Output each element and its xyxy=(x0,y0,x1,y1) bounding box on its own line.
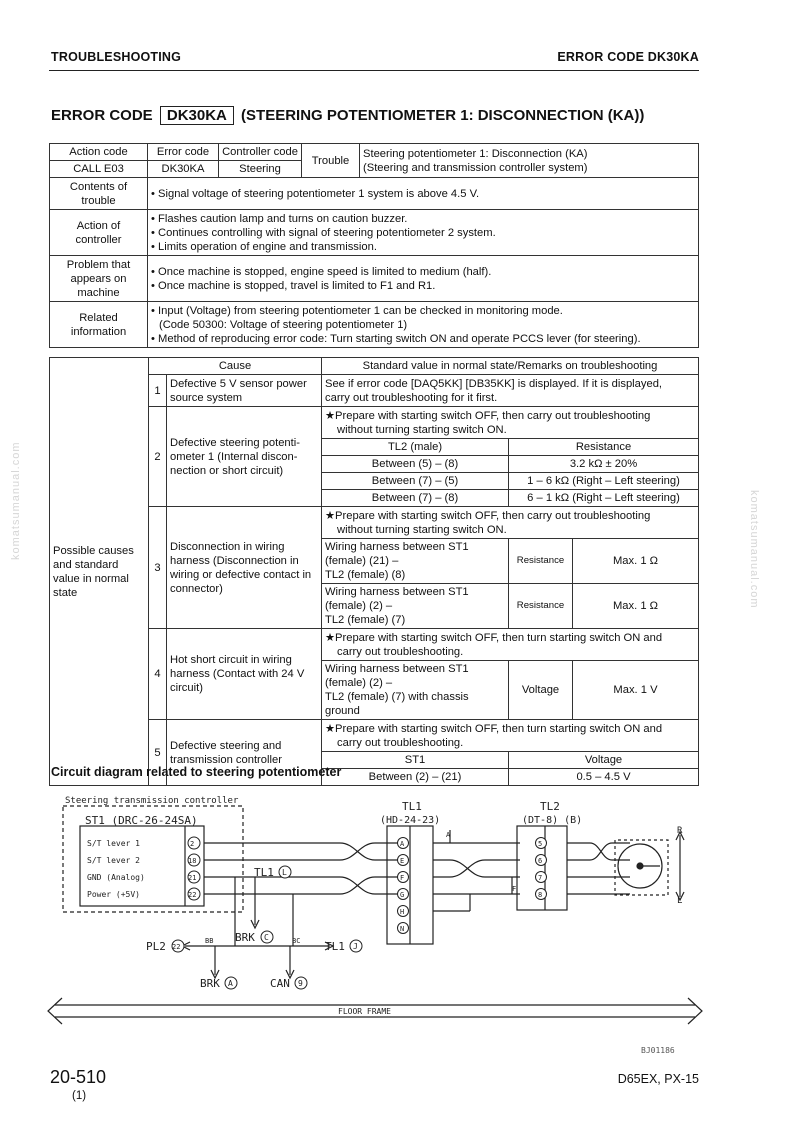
problem-text: • Once machine is stopped, engine speed is limited to medium (half). • Once machine is stopped, travel is limited to F1 and R1. xyxy=(148,256,699,302)
action-label: Action of controller xyxy=(50,210,148,256)
figure-id: BJ01186 xyxy=(641,1046,675,1055)
brk-c-label: BRK xyxy=(235,931,255,944)
a-marker: A xyxy=(446,831,451,839)
cause-2-number: 2 xyxy=(149,407,167,507)
title-code-box: DK30KA xyxy=(160,106,234,125)
tl1-l-label: TL1 xyxy=(254,866,274,879)
cause-2-row-3-pins: Between (7) – (8) xyxy=(322,490,509,507)
watermark-left: komatsumanual.com xyxy=(10,441,22,560)
controller-label: Steering transmission controller xyxy=(65,796,239,806)
tl1-j-label: TL1 xyxy=(325,940,345,953)
tl2-pin-8: 8 xyxy=(538,891,543,899)
st1-pin-21: 21 xyxy=(188,874,197,882)
tl1-part-label: (HD-24-23) xyxy=(380,815,441,826)
tl1-pin-f: F xyxy=(400,874,405,882)
bb-label: BB xyxy=(205,937,214,945)
action-code-value: CALL E03 xyxy=(50,161,148,178)
cause-3-row-1-item: Resistance xyxy=(509,539,573,584)
cause-5-number: 5 xyxy=(149,720,167,786)
cause-5-row-1-pins: Between (2) – (21) xyxy=(322,769,509,786)
tl1-label: TL1 xyxy=(402,800,422,813)
tl1-j-marker: J xyxy=(353,942,358,951)
tl1-pin-g: G xyxy=(400,891,405,899)
cause-2-head-resistance: Resistance xyxy=(509,439,699,456)
tl1-pin-e: E xyxy=(400,857,405,865)
tl2-part-label: (DT-8) (B) xyxy=(522,815,583,826)
related-label: Related information xyxy=(50,302,148,348)
cause-1-remark: See if error code [DAQ5KK] [DB35KK] is displayed. If it is displayed, carry out troubleshooting for it first. xyxy=(322,375,699,407)
trouble-label: Trouble xyxy=(302,144,360,178)
cause-2-row-1-pins: Between (5) – (8) xyxy=(322,456,509,473)
tl2-pin-6: 6 xyxy=(538,857,543,865)
f-marker: F xyxy=(512,885,517,893)
cause-2-row-1-value: 3.2 kΩ ± 20% xyxy=(509,456,699,473)
tl1-pin-h: H xyxy=(400,908,405,916)
model-label: D65EX, PX-15 xyxy=(617,1072,699,1086)
error-code-value: DK30KA xyxy=(148,161,219,178)
cause-5-prep: ★Prepare with starting switch OFF, then turn starting switch ON and carry out troubleshooting. xyxy=(322,720,699,752)
tl1-pin-n: N xyxy=(400,925,405,933)
action-text: • Flashes caution lamp and turns on caution buzzer. • Continues controlling with signal of steering potentiometer 2 system. • Limits operation of engine and transmission. xyxy=(148,210,699,256)
pin-label-3: GND (Analog) xyxy=(87,873,145,882)
cause-4-row-1-harness: Wiring harness between ST1 (female) (2) – TL2 (female) (7) with chassis ground xyxy=(322,661,509,720)
contents-label: Contents of trouble xyxy=(50,178,148,210)
r-marker: R xyxy=(677,826,683,836)
watermark-right: komatsumanual.com xyxy=(748,490,760,609)
cause-3-row-1-harness: Wiring harness between ST1 (female) (21) – TL2 (female) (8) xyxy=(322,539,509,584)
problem-label: Problem that appears on machine xyxy=(50,256,148,302)
section-header: TROUBLESHOOTING xyxy=(51,50,182,64)
st1-pin-22: 22 xyxy=(188,891,197,899)
cause-2-row-2-pins: Between (7) – (5) xyxy=(322,473,509,490)
standard-value-header: Standard value in normal state/Remarks on troubleshooting xyxy=(322,358,699,375)
cause-4-row-1-item: Voltage xyxy=(509,661,573,720)
cause-3-row-2-value: Max. 1 Ω xyxy=(573,584,699,629)
pin-label-4: Power (+5V) xyxy=(87,890,140,899)
page-number: 20-510 xyxy=(50,1067,107,1087)
brk-c-marker: C xyxy=(264,933,269,942)
cause-3-row-1-value: Max. 1 Ω xyxy=(573,539,699,584)
st1-pin-2: 2 xyxy=(190,840,195,848)
error-code-label: Error code xyxy=(148,144,219,161)
cause-5-text: Defective steering and transmission controller xyxy=(167,720,322,786)
tl2-pin-5: 5 xyxy=(538,840,543,848)
cause-1-text: Defective 5 V sensor power source system xyxy=(167,375,322,407)
related-text: • Input (Voltage) from steering potentiometer 1 can be checked in monitoring mode. (Code 50300: Voltage of steering potentiometer 1) • Method of reproducing error code: Turn starting switch ON and operate PCCS lever (for steering). xyxy=(148,302,699,348)
cause-4-number: 4 xyxy=(149,629,167,720)
trouble-description: Steering potentiometer 1: Disconnection (KA) (Steering and transmission controller system) xyxy=(360,144,699,178)
circuit-title: Circuit diagram related to steering potentiometer xyxy=(51,765,342,779)
st1-label: ST1 (DRC-26-24SA) xyxy=(85,814,198,827)
cause-4-row-1-value: Max. 1 V xyxy=(573,661,699,720)
cause-1-number: 1 xyxy=(149,375,167,407)
controller-code-value: Steering xyxy=(219,161,302,178)
tl2-label: TL2 xyxy=(540,800,560,813)
pl2-marker: 22 xyxy=(172,943,181,951)
cause-2-prep: ★Prepare with starting switch OFF, then carry out troubleshooting without turning starting switch ON. xyxy=(322,407,699,439)
cause-5-head-connector: ST1 xyxy=(322,752,509,769)
possible-causes-label: Possible causes and standard value in normal state xyxy=(50,358,149,786)
pin-label-1: S/T lever 1 xyxy=(87,839,140,848)
error-code-header: ERROR CODE DK30KA xyxy=(557,50,699,64)
brk-a-marker: A xyxy=(228,979,233,988)
can-label: CAN xyxy=(270,977,290,990)
l-marker: L xyxy=(677,896,683,906)
cause-3-number: 3 xyxy=(149,507,167,629)
cause-header: Cause xyxy=(149,358,322,375)
tl1-l-marker: L xyxy=(282,868,287,877)
cause-2-row-2-value: 1 – 6 kΩ (Right – Left steering) xyxy=(509,473,699,490)
cause-3-text: Disconnection in wiring harness (Disconnection in wiring or defective contact in connector) xyxy=(167,507,322,629)
cause-4-text: Hot short circuit in wiring harness (Contact with 24 V circuit) xyxy=(167,629,322,720)
cause-2-row-3-value: 6 – 1 kΩ (Right – Left steering) xyxy=(509,490,699,507)
cause-5-head-voltage: Voltage xyxy=(509,752,699,769)
st1-pin-18: 18 xyxy=(188,857,197,865)
revision: (1) xyxy=(72,1090,87,1102)
cause-4-prep: ★Prepare with starting switch OFF, then turn starting switch ON and carry out troubleshooting. xyxy=(322,629,699,661)
cause-3-row-2-harness: Wiring harness between ST1 (female) (2) – TL2 (female) (7) xyxy=(322,584,509,629)
title-prefix: ERROR CODE xyxy=(51,107,153,124)
pl2-label: PL2 xyxy=(146,940,166,953)
can-marker: 9 xyxy=(298,979,303,988)
cause-2-text: Defective steering potenti- ometer 1 (Internal discon- nection or short circuit) xyxy=(167,407,322,507)
cause-5-row-1-value: 0.5 – 4.5 V xyxy=(509,769,699,786)
cause-3-prep: ★Prepare with starting switch OFF, then carry out troubleshooting without turning starting switch ON. xyxy=(322,507,699,539)
title-suffix: (STEERING POTENTIOMETER 1: DISCONNECTION (KA)) xyxy=(241,107,645,124)
action-code-label: Action code xyxy=(50,144,148,161)
bc-label: BC xyxy=(292,937,301,945)
floor-frame-label: FLOOR FRAME xyxy=(338,1007,391,1016)
cause-2-head-connector: TL2 (male) xyxy=(322,439,509,456)
tl1-pin-a: A xyxy=(400,840,405,848)
tl2-pin-7: 7 xyxy=(538,874,543,882)
pin-label-2: S/T lever 2 xyxy=(87,856,140,865)
cause-3-row-2-item: Resistance xyxy=(509,584,573,629)
brk-a-label: BRK xyxy=(200,977,220,990)
contents-text: • Signal voltage of steering potentiometer 1 system is above 4.5 V. xyxy=(148,178,699,210)
controller-code-label: Controller code xyxy=(219,144,302,161)
